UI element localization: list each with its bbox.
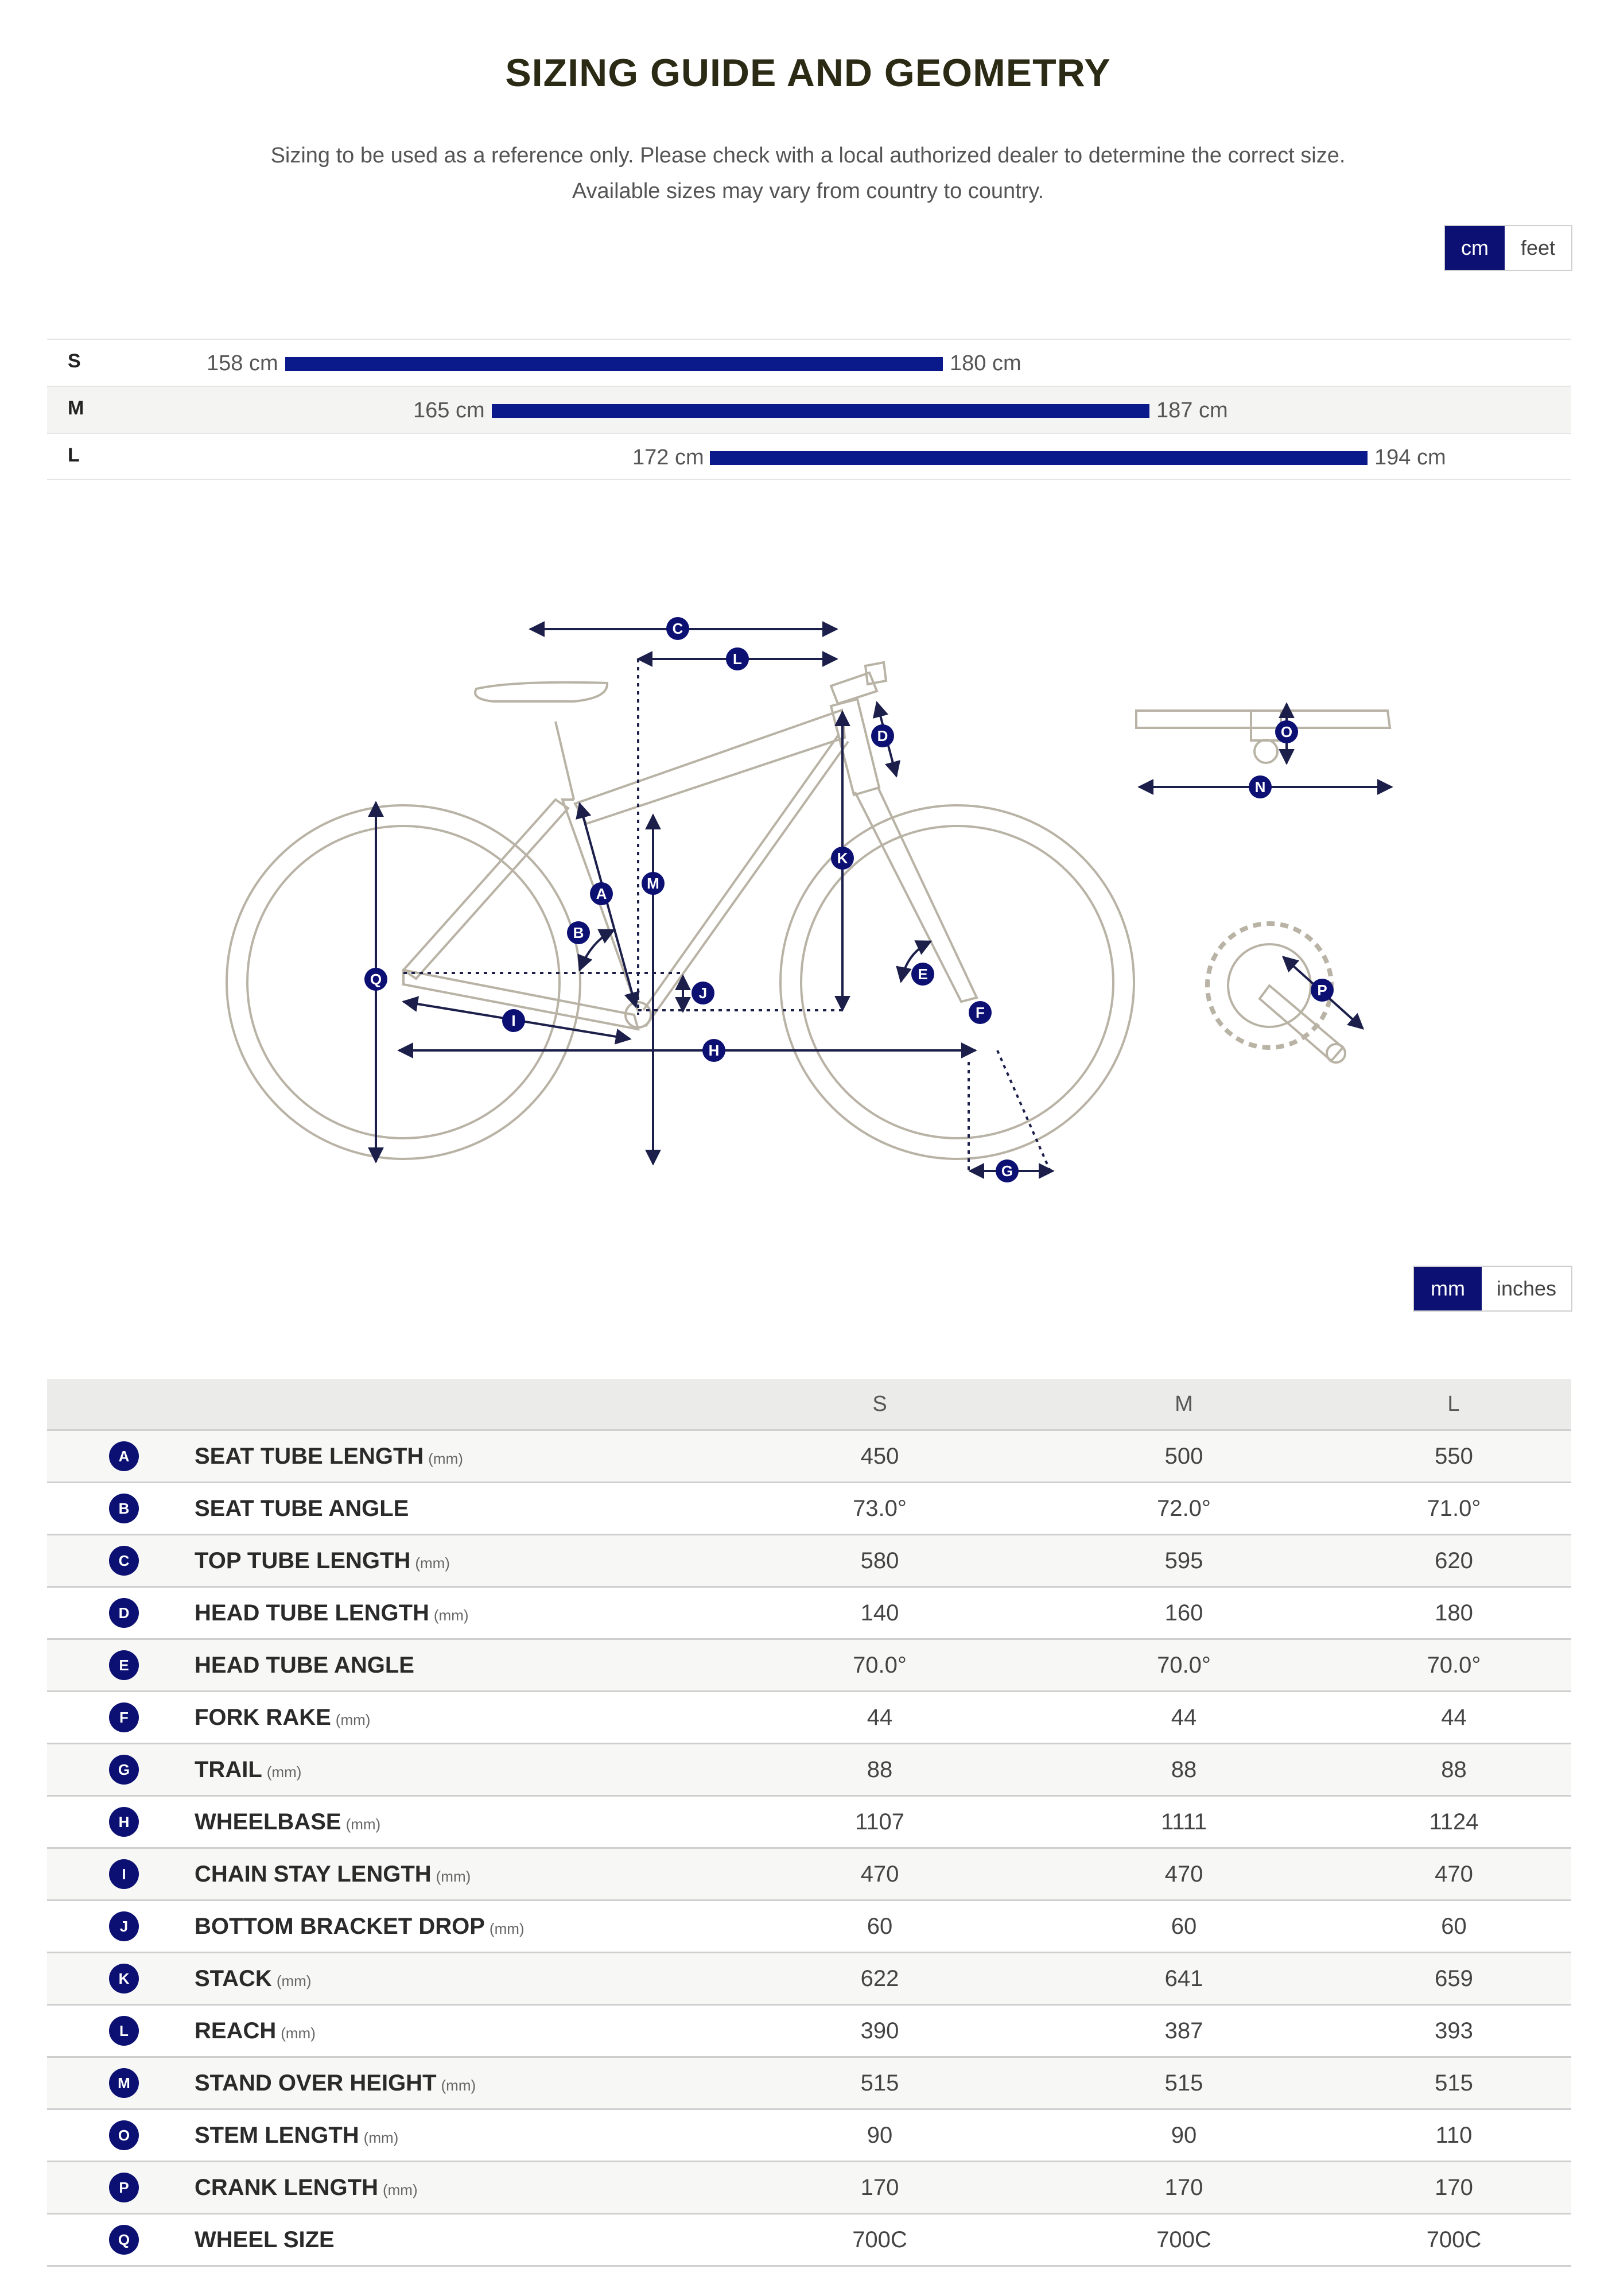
measure-code-badge: I <box>109 1859 139 1889</box>
measure-name: WHEEL SIZE <box>195 2227 335 2252</box>
svg-text:A: A <box>596 885 607 902</box>
measure-value-l: 515 <box>1336 2057 1571 2109</box>
measure-code-badge: M <box>109 2068 139 2098</box>
svg-text:N: N <box>1254 778 1266 796</box>
svg-text:I: I <box>511 1012 516 1029</box>
measure-code-cell <box>47 1587 194 1639</box>
height-max: 187 cm <box>1156 398 1228 422</box>
measure-code-cell <box>47 1744 194 1796</box>
svg-text:O: O <box>1280 723 1293 740</box>
svg-text:Q: Q <box>370 971 382 988</box>
diagram-marker-q <box>364 968 387 991</box>
page-title: SIZING GUIDE AND GEOMETRY <box>505 51 1111 95</box>
diagram-marker-b <box>567 921 590 944</box>
header-size-l: L <box>1336 1379 1571 1430</box>
size-code: M <box>68 397 84 419</box>
height-min: 172 cm <box>632 445 704 470</box>
measure-code-badge: K <box>109 1964 139 1994</box>
table-row <box>47 2057 1571 2109</box>
header-name <box>194 1379 728 1430</box>
measure-name-cell <box>194 1430 728 1483</box>
measure-code-badge: H <box>109 1807 139 1837</box>
diagram-marker-k <box>831 847 854 870</box>
svg-text:P: P <box>1317 982 1327 999</box>
measure-code-badge: J <box>109 1911 139 1941</box>
measure-value-s: 515 <box>728 2057 1032 2109</box>
measure-value-s: 90 <box>728 2109 1032 2162</box>
measure-name-cell <box>194 1744 728 1796</box>
measure-unit: (mm) <box>415 1554 450 1572</box>
measure-value-l: 659 <box>1336 1953 1571 2005</box>
table-row <box>47 1535 1571 1587</box>
table-row <box>47 1639 1571 1692</box>
measure-value-m: 500 <box>1032 1430 1336 1483</box>
measure-name-cell <box>194 1953 728 2005</box>
measure-name-cell <box>194 2057 728 2109</box>
measure-value-l: 88 <box>1336 1744 1571 1796</box>
svg-text:G: G <box>1001 1162 1013 1180</box>
table-header-row <box>47 1379 1571 1430</box>
measure-value-l: 71.0° <box>1336 1483 1571 1535</box>
measure-code-cell <box>47 2214 194 2266</box>
measure-name: BOTTOM BRACKET DROP <box>195 1913 485 1939</box>
measure-value-l: 70.0° <box>1336 1639 1571 1692</box>
handlebar-top-view <box>1136 711 1390 728</box>
measure-value-s: 700C <box>728 2214 1032 2266</box>
measure-code-badge: G <box>109 1755 139 1785</box>
height-max: 194 cm <box>1374 445 1446 470</box>
measure-name-cell <box>194 1848 728 1901</box>
measure-name: SEAT TUBE ANGLE <box>195 1495 409 1521</box>
measure-code-cell <box>47 1692 194 1744</box>
measure-value-s: 622 <box>728 1953 1032 2005</box>
measure-value-m: 515 <box>1032 2057 1336 2109</box>
header-size-s: S <box>728 1379 1032 1430</box>
measure-code-cell <box>47 1639 194 1692</box>
table-row <box>47 1587 1571 1639</box>
measure-code-badge: P <box>109 2173 139 2202</box>
measure-unit: (mm) <box>345 1815 381 1833</box>
header-code <box>47 1379 194 1430</box>
measure-value-s: 60 <box>728 1901 1032 1953</box>
svg-text:E: E <box>918 965 928 983</box>
table-row <box>47 2005 1571 2057</box>
measure-name-cell <box>194 1796 728 1848</box>
diagram-marker-d <box>871 724 894 747</box>
unit-mm-button[interactable]: mm <box>1414 1267 1482 1310</box>
measure-code-badge: E <box>109 1650 139 1680</box>
measure-name: HEAD TUBE LENGTH <box>195 1600 429 1626</box>
front-wheel-inner <box>801 826 1113 1138</box>
measure-code-cell <box>47 2057 194 2109</box>
measure-unit: (mm) <box>441 2076 476 2094</box>
measure-value-l: 470 <box>1336 1848 1571 1901</box>
measure-code-badge: A <box>109 1441 139 1471</box>
unit-feet-button[interactable]: feet <box>1505 226 1571 270</box>
measure-name: STAND OVER HEIGHT <box>195 2070 437 2096</box>
geometry-unit-toggle <box>1413 1266 1572 1312</box>
height-min: 158 cm <box>207 351 278 375</box>
measure-value-l: 550 <box>1336 1430 1571 1483</box>
measure-code-cell <box>47 1848 194 1901</box>
svg-text:C: C <box>672 620 683 637</box>
measure-name: CRANK LENGTH <box>195 2174 378 2200</box>
measure-name-cell <box>194 2109 728 2162</box>
diagram-marker-c <box>666 617 689 640</box>
measure-code-badge: Q <box>109 2225 139 2255</box>
table-row <box>47 1796 1571 1848</box>
measure-name-cell <box>194 1587 728 1639</box>
down-tube-upper <box>643 734 839 1010</box>
measure-value-l: 620 <box>1336 1535 1571 1587</box>
measure-name: HEAD TUBE ANGLE <box>195 1652 414 1678</box>
measure-name-cell <box>194 1535 728 1587</box>
svg-text:L: L <box>733 650 742 668</box>
bike-outline <box>227 662 1390 1159</box>
measure-value-s: 450 <box>728 1430 1032 1483</box>
down-tube-lower <box>646 742 848 1026</box>
diagram-marker-p <box>1311 979 1334 1002</box>
table-row <box>47 2214 1571 2266</box>
measure-value-s: 73.0° <box>728 1483 1032 1535</box>
svg-text:M: M <box>647 875 659 892</box>
measure-name-cell <box>194 2162 728 2214</box>
table-row <box>47 1483 1571 1535</box>
table-row <box>47 2109 1571 2162</box>
measure-value-s: 580 <box>728 1535 1032 1587</box>
diagram-marker-o <box>1275 720 1298 743</box>
stem <box>831 673 877 704</box>
measure-name: REACH <box>195 2018 277 2043</box>
header-size-m: M <box>1032 1379 1336 1430</box>
diagram-marker-g <box>996 1159 1019 1182</box>
measure-code-badge: C <box>109 1546 139 1576</box>
measure-name: SEAT TUBE LENGTH <box>195 1443 424 1469</box>
table-row <box>47 1953 1571 2005</box>
measure-name-cell <box>194 1639 728 1692</box>
measure-name: STEM LENGTH <box>195 2122 359 2148</box>
measure-name-cell <box>194 2214 728 2266</box>
size-code: L <box>68 444 80 466</box>
diagram-marker-n <box>1249 775 1272 798</box>
measure-name: CHAIN STAY LENGTH <box>195 1861 432 1887</box>
table-row <box>47 1848 1571 1901</box>
saddle <box>475 682 607 701</box>
measure-value-s: 170 <box>728 2162 1032 2214</box>
diagram-marker-f <box>969 1001 992 1024</box>
measure-value-m: 595 <box>1032 1535 1336 1587</box>
measure-unit: (mm) <box>266 1763 302 1781</box>
table-row <box>47 1692 1571 1744</box>
svg-text:H: H <box>708 1042 720 1059</box>
measure-value-m: 700C <box>1032 2214 1336 2266</box>
measure-value-l: 180 <box>1336 1587 1571 1639</box>
measure-value-l: 44 <box>1336 1692 1571 1744</box>
measure-code-badge: D <box>109 1598 139 1628</box>
measure-value-m: 387 <box>1032 2005 1336 2057</box>
seat-post <box>556 722 574 800</box>
measure-name: TRAIL <box>195 1756 262 1782</box>
measure-value-s: 470 <box>728 1848 1032 1901</box>
measure-value-l: 1124 <box>1336 1796 1571 1848</box>
measure-code-cell <box>47 2109 194 2162</box>
stem-clamp <box>1254 740 1277 763</box>
height-max: 180 cm <box>950 351 1021 375</box>
svg-text:B: B <box>573 924 584 941</box>
measure-unit: (mm) <box>335 1711 371 1728</box>
table-row <box>47 2162 1571 2214</box>
measure-value-m: 70.0° <box>1032 1639 1336 1692</box>
diagram-marker-l <box>726 647 749 670</box>
measure-code-cell <box>47 1953 194 2005</box>
measure-value-m: 88 <box>1032 1744 1336 1796</box>
table-row <box>47 1744 1571 1796</box>
measure-value-m: 160 <box>1032 1587 1336 1639</box>
measure-value-m: 470 <box>1032 1848 1336 1901</box>
measure-unit: (mm) <box>433 1606 469 1624</box>
measure-value-s: 88 <box>728 1744 1032 1796</box>
measure-code-cell <box>47 1901 194 1953</box>
seat-tube <box>562 800 638 1011</box>
measure-value-m: 1111 <box>1032 1796 1336 1848</box>
table-row <box>47 1430 1571 1483</box>
measure-code-badge: B <box>109 1494 139 1523</box>
geometry-table <box>47 1379 1571 2267</box>
measure-unit: (mm) <box>489 1919 525 1937</box>
measure-code-cell <box>47 1796 194 1848</box>
measure-name: TOP TUBE LENGTH <box>195 1548 411 1573</box>
measure-name: WHEELBASE <box>195 1809 341 1835</box>
measure-unit: (mm) <box>281 2024 316 2042</box>
measure-unit: (mm) <box>382 2181 418 2198</box>
svg-text:D: D <box>877 727 888 744</box>
measure-value-m: 170 <box>1032 2162 1336 2214</box>
measure-value-m: 641 <box>1032 1953 1336 2005</box>
pedal-axle <box>1327 1044 1345 1062</box>
measure-name: STACK <box>195 1965 272 1991</box>
unit-cm-button[interactable]: cm <box>1445 226 1505 270</box>
measure-value-l: 700C <box>1336 2214 1571 2266</box>
measure-unit: (mm) <box>363 2128 399 2146</box>
svg-text:J: J <box>698 984 708 1002</box>
measure-value-l: 110 <box>1336 2109 1571 2162</box>
measure-code-cell <box>47 1535 194 1587</box>
measure-value-s: 1107 <box>728 1796 1032 1848</box>
svg-text:K: K <box>837 850 848 867</box>
measure-unit: (mm) <box>276 1972 312 1989</box>
measure-value-m: 90 <box>1032 2109 1336 2162</box>
measure-value-s: 140 <box>728 1587 1032 1639</box>
diagram-marker-h <box>702 1039 725 1062</box>
size-code: S <box>68 350 81 372</box>
diagram-marker-e <box>911 963 934 986</box>
measure-name-cell <box>194 1901 728 1953</box>
unit-inches-button[interactable]: inches <box>1482 1267 1571 1310</box>
svg-text:F: F <box>976 1004 985 1021</box>
sizing-notice: Sizing to be used as a reference only. Please check with a local authorized dealer to determine the correct size. <box>270 144 1346 168</box>
measure-code-badge: L <box>109 2016 139 2046</box>
diagram-marker-i <box>502 1009 525 1032</box>
measure-name-cell <box>194 2005 728 2057</box>
measure-name: FORK RAKE <box>195 1704 331 1730</box>
measure-value-l: 60 <box>1336 1901 1571 1953</box>
diagram-marker-a <box>590 882 613 905</box>
measure-code-cell <box>47 2162 194 2214</box>
measure-value-l: 170 <box>1336 2162 1571 2214</box>
measure-name-cell <box>194 1483 728 1535</box>
measure-code-cell <box>47 1483 194 1535</box>
top-tube <box>575 710 845 824</box>
measure-value-s: 390 <box>728 2005 1032 2057</box>
measure-code-badge: O <box>109 2120 139 2150</box>
height-min: 165 cm <box>413 398 485 422</box>
measure-unit: (mm) <box>428 1449 463 1467</box>
measure-value-s: 70.0° <box>728 1639 1032 1692</box>
measure-line-a <box>580 804 636 1007</box>
measure-unit: (mm) <box>436 1867 471 1885</box>
measure-value-m: 72.0° <box>1032 1483 1336 1535</box>
diagram-marker-m <box>642 872 665 895</box>
availability-notice: Available sizes may vary from country to country. <box>572 179 1044 203</box>
measure-value-l: 393 <box>1336 2005 1571 2057</box>
measure-value-m: 60 <box>1032 1901 1336 1953</box>
table-row <box>47 1901 1571 1953</box>
measure-value-m: 44 <box>1032 1692 1336 1744</box>
head-tube <box>831 699 879 795</box>
measure-code-cell <box>47 2005 194 2057</box>
measure-name-cell <box>194 1692 728 1744</box>
diagram-marker-j <box>692 982 714 1004</box>
measure-code-cell <box>47 1430 194 1483</box>
measure-code-badge: F <box>109 1702 139 1732</box>
measure-value-s: 44 <box>728 1692 1032 1744</box>
